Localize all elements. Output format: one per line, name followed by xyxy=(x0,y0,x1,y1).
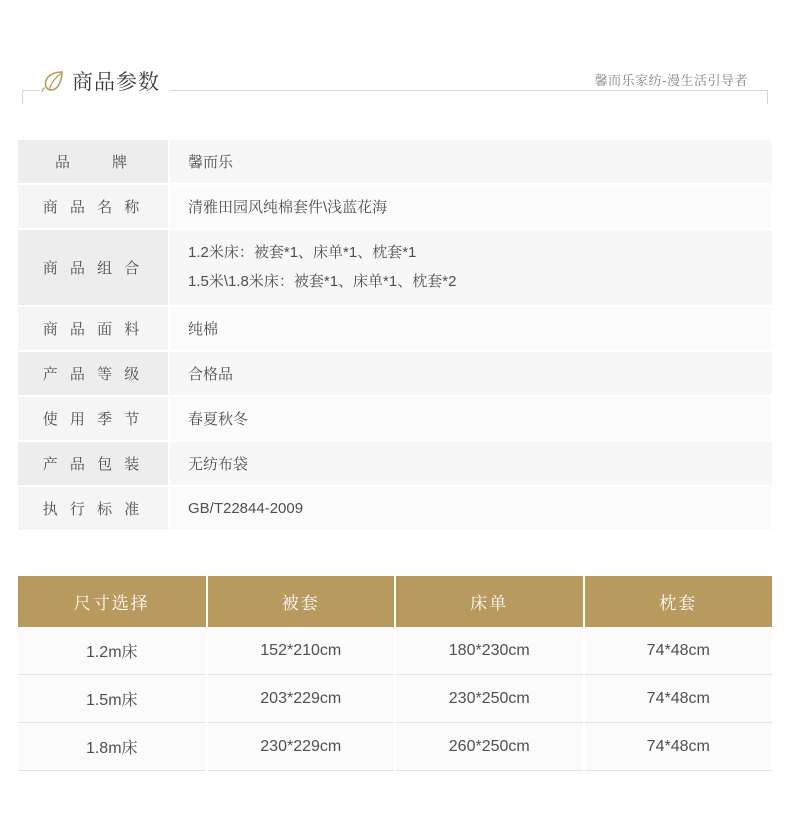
header-title-group xyxy=(40,66,170,96)
size-cell: 74*48cm xyxy=(584,723,773,771)
size-cell: 180*230cm xyxy=(395,627,584,675)
page-title: 商品参数 xyxy=(72,71,160,94)
spec-label: 商 品 面 料 xyxy=(18,306,169,351)
table-row xyxy=(18,627,772,675)
size-cell: 1.5m床 xyxy=(18,675,207,723)
size-cell: 74*48cm xyxy=(584,627,773,675)
size-cell: 1.8m床 xyxy=(18,723,207,771)
size-table-header: 枕套 xyxy=(584,576,773,627)
size-cell: 152*210cm xyxy=(207,627,396,675)
spec-label: 商 品 组 合 xyxy=(18,229,169,306)
table-row xyxy=(18,140,772,184)
spec-value: 馨而乐 xyxy=(169,140,772,184)
spec-value: 合格品 xyxy=(169,351,772,396)
spec-label: 品 牌 xyxy=(18,140,169,184)
brand-slogan: 馨而乐家纺-漫生活引导者 xyxy=(587,70,756,89)
size-cell: 230*229cm xyxy=(207,723,396,771)
spec-value: 纯棉 xyxy=(169,306,772,351)
size-cell: 230*250cm xyxy=(395,675,584,723)
size-table-header: 被套 xyxy=(207,576,396,627)
size-table-header: 床单 xyxy=(395,576,584,627)
size-cell: 1.2m床 xyxy=(18,627,207,675)
spec-value xyxy=(169,229,772,306)
spec-value: 无纺布袋 xyxy=(169,441,772,486)
header-divider-right-tick xyxy=(767,90,768,104)
size-cell: 74*48cm xyxy=(584,675,773,723)
table-row xyxy=(18,184,772,229)
leaf-icon xyxy=(40,68,66,94)
spec-label: 产 品 包 装 xyxy=(18,441,169,486)
spec-value: 春夏秋冬 xyxy=(169,396,772,441)
size-cell: 203*229cm xyxy=(207,675,396,723)
spec-value-line: 1.5米\1.8米床：被套*1、床单*1、枕套*2 xyxy=(188,272,457,290)
spec-label: 执 行 标 准 xyxy=(18,486,169,531)
table-header-row xyxy=(18,576,772,627)
spec-label: 产 品 等 级 xyxy=(18,351,169,396)
spec-value: 清雅田园风纯棉套件\浅蓝花海 xyxy=(169,184,772,229)
page-header xyxy=(0,44,790,118)
size-cell: 260*250cm xyxy=(395,723,584,771)
header-divider-left-tick xyxy=(22,90,23,104)
table-row xyxy=(18,441,772,486)
table-row xyxy=(18,306,772,351)
spec-value-line: 1.2米床：被套*1、床单*1、枕套*1 xyxy=(188,244,417,261)
table-row xyxy=(18,675,772,723)
spec-value: GB/T22844-2009 xyxy=(169,486,772,531)
table-row xyxy=(18,229,772,306)
table-row xyxy=(18,351,772,396)
spec-label: 使 用 季 节 xyxy=(18,396,169,441)
product-spec-table xyxy=(18,140,772,532)
table-row xyxy=(18,723,772,771)
size-table-header: 尺寸选择 xyxy=(18,576,207,627)
table-row xyxy=(18,486,772,531)
size-selection-table xyxy=(18,576,772,771)
spec-label: 商 品 名 称 xyxy=(18,184,169,229)
table-row xyxy=(18,396,772,441)
